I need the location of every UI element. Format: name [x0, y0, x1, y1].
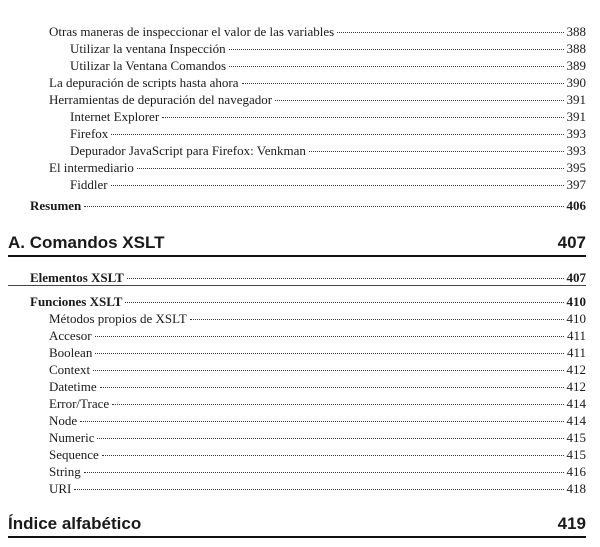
- toc-entry-page: 414: [566, 413, 586, 428]
- toc-entry-page: 414: [566, 396, 586, 411]
- leader-dots: [97, 438, 563, 439]
- toc-entry-page: 389: [566, 58, 586, 73]
- leader-dots: [80, 421, 563, 422]
- toc-entry[interactable]: [49, 379, 586, 395]
- leader-dots: [275, 100, 563, 101]
- leader-dots: [84, 206, 563, 207]
- leader-dots: [229, 49, 564, 50]
- toc-entry-label: Utilizar la ventana Inspección: [70, 41, 226, 56]
- toc-entry-page: 407: [566, 270, 586, 285]
- leader-dots: [137, 168, 564, 169]
- chapter-title: A. Comandos XSLT: [8, 233, 165, 252]
- toc-entry[interactable]: [70, 58, 586, 74]
- toc-entry-label: Context: [49, 362, 91, 377]
- toc-entry-label: Resumen: [30, 198, 82, 213]
- chapter-title: Índice alfabético: [8, 514, 142, 533]
- toc-entry-page: 388: [566, 24, 586, 39]
- toc-entry-page: 395: [566, 160, 586, 175]
- toc-entry-label: Error/Trace: [49, 396, 110, 411]
- toc-entry-label: Node: [49, 413, 78, 428]
- leader-dots: [102, 455, 564, 456]
- toc-entry-label: Funciones XSLT: [30, 294, 123, 309]
- leader-dots: [127, 278, 564, 279]
- toc-entry-label: Herramientas de depuración del navegador: [49, 92, 273, 107]
- toc-entry-elementos[interactable]: [30, 270, 586, 286]
- toc-entry-page: 412: [566, 362, 586, 377]
- toc-entry-page: 393: [566, 126, 586, 141]
- toc-entry-label: Accesor: [49, 328, 92, 343]
- toc-entry-resumen[interactable]: [30, 198, 586, 214]
- toc-entry[interactable]: [49, 396, 586, 412]
- toc-entry[interactable]: [49, 328, 586, 344]
- leader-dots: [95, 336, 564, 337]
- toc-entry-label: Elementos XSLT: [30, 270, 124, 285]
- toc-entry[interactable]: [70, 126, 586, 142]
- toc-entry[interactable]: [49, 311, 586, 327]
- leader-dots: [93, 370, 563, 371]
- leader-dots: [162, 117, 563, 118]
- chapter-heading-index[interactable]: [8, 514, 586, 538]
- toc-entry[interactable]: [49, 430, 586, 446]
- toc-entry-page: 415: [566, 447, 586, 462]
- leader-dots: [100, 387, 564, 388]
- toc-entry[interactable]: [70, 177, 586, 193]
- toc-entry-page: 415: [566, 430, 586, 445]
- toc-entry-label: Métodos propios de XSLT: [49, 311, 187, 326]
- leader-dots: [229, 66, 563, 67]
- leader-dots: [337, 32, 563, 33]
- toc-entry[interactable]: [49, 75, 586, 91]
- toc-entry-label: Depurador JavaScript para Firefox: Venkman: [70, 143, 306, 158]
- chapter-heading[interactable]: [8, 233, 586, 257]
- toc-entry-page: 412: [566, 379, 586, 394]
- toc-entry-page: 411: [566, 328, 586, 343]
- toc-entry-page: 391: [566, 109, 586, 124]
- leader-dots: [125, 302, 563, 303]
- toc-entry[interactable]: [49, 24, 586, 40]
- toc-entry-page: 406: [566, 198, 586, 213]
- toc-entry[interactable]: [49, 362, 586, 378]
- toc-entry[interactable]: [70, 41, 586, 57]
- leader-dots: [111, 134, 563, 135]
- toc-entry-label: String: [49, 464, 81, 479]
- toc-entry-page: 410: [566, 311, 586, 326]
- toc-entry[interactable]: [49, 464, 586, 480]
- toc-entry-funciones[interactable]: [30, 294, 586, 310]
- chapter-page: 419: [557, 514, 586, 533]
- toc-entry-page: 410: [566, 294, 586, 309]
- toc-entry-label: Boolean: [49, 345, 93, 360]
- toc-entry[interactable]: [49, 413, 586, 429]
- toc-entry-label: Otras maneras de inspeccionar el valor de las variables: [49, 24, 335, 39]
- toc-entry-page: 418: [566, 481, 586, 496]
- leader-dots: [242, 83, 564, 84]
- toc-entry-page: 397: [566, 177, 586, 192]
- toc-entry-label: Utilizar la Ventana Comandos: [70, 58, 227, 73]
- leader-dots: [95, 353, 564, 354]
- toc-entry-label: Firefox: [70, 126, 109, 141]
- toc-entry-label: URI: [49, 481, 72, 496]
- toc-entry[interactable]: [49, 345, 586, 361]
- toc-entry[interactable]: [70, 109, 586, 125]
- toc-entry-page: 411: [566, 345, 586, 360]
- toc-entry-label: El intermediario: [49, 160, 134, 175]
- toc-entry[interactable]: [70, 143, 586, 159]
- leader-dots: [309, 151, 564, 152]
- toc-entry-page: 393: [566, 143, 586, 158]
- toc-entry[interactable]: [49, 481, 586, 497]
- leader-dots: [111, 185, 564, 186]
- leader-dots: [112, 404, 563, 405]
- toc-entry[interactable]: [49, 160, 586, 176]
- divider: [8, 285, 586, 286]
- toc-entry-page: 390: [566, 75, 586, 90]
- toc-entry-page: 416: [566, 464, 586, 479]
- toc-entry-label: La depuración de scripts hasta ahora: [49, 75, 239, 90]
- leader-dots: [84, 472, 564, 473]
- toc-entry-label: Fiddler: [70, 177, 108, 192]
- leader-dots: [74, 489, 563, 490]
- toc-entry[interactable]: [49, 447, 586, 463]
- toc-entry-label: Numeric: [49, 430, 95, 445]
- toc-entry-label: Internet Explorer: [70, 109, 160, 124]
- toc-entry-label: Datetime: [49, 379, 97, 394]
- toc-entry-page: 391: [566, 92, 586, 107]
- chapter-page: 407: [557, 233, 586, 252]
- toc-entry[interactable]: [49, 92, 586, 108]
- toc-entry-label: Sequence: [49, 447, 99, 462]
- leader-dots: [190, 319, 564, 320]
- toc-entry-page: 388: [566, 41, 586, 56]
